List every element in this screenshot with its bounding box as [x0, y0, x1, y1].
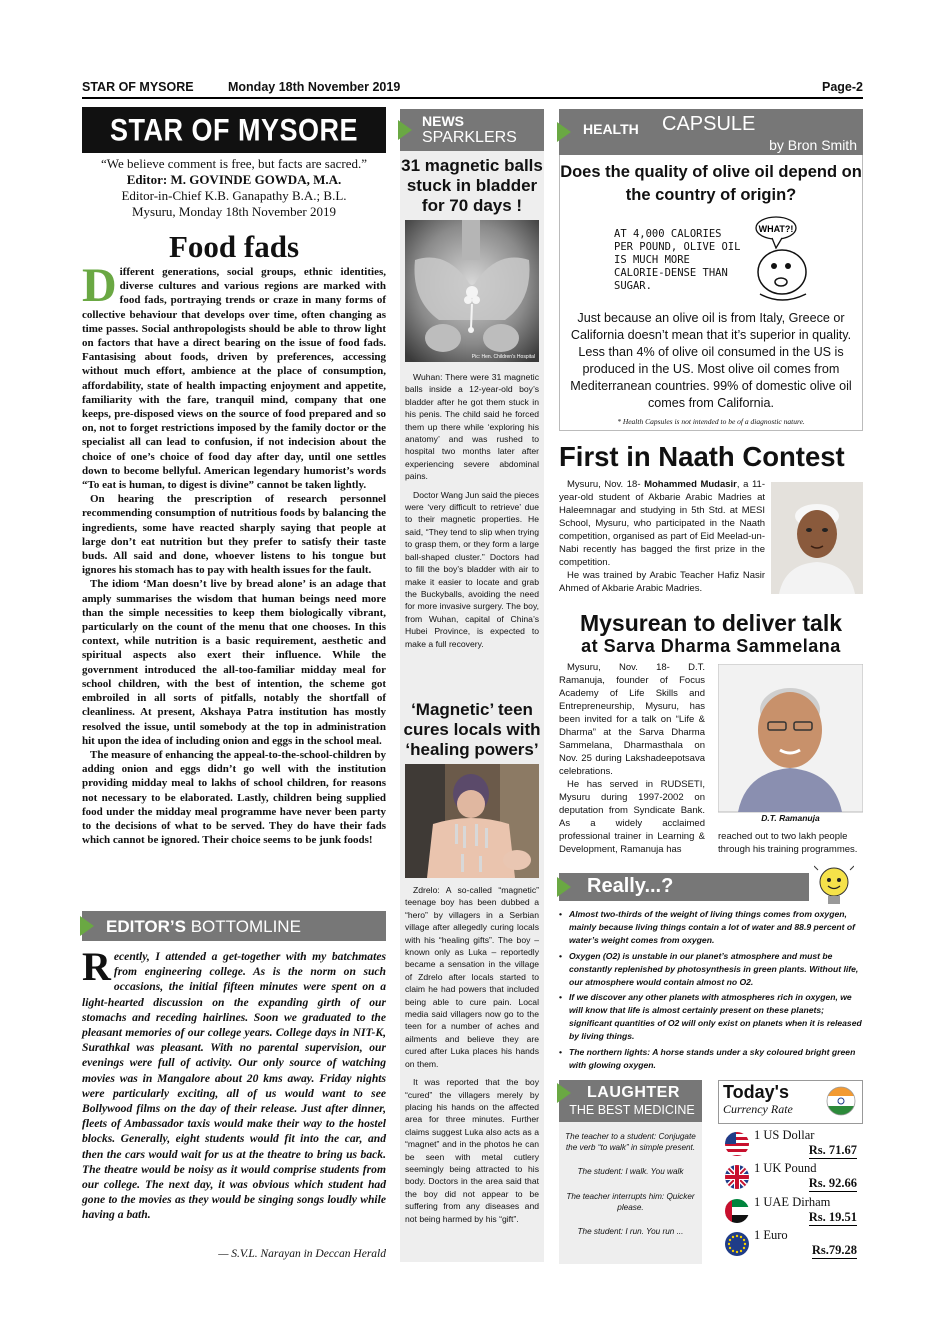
naath-headline: First in Naath Contest — [559, 441, 845, 472]
laughter-sublabel: THE BEST MEDICINE — [569, 1103, 695, 1117]
list-item: • The northern lights: A horse stands under a sky coloured bright green with glowing oxygen. — [559, 1046, 863, 1072]
story1-paragraph-1: Wuhan: There were 31 magnetic balls inside a 12-year-old boy’s bladder after he got them stuck in his penis. The child said he forced them up there while ‘exploring his anatomy’ and was rushed to hospital two months later after experiencing severe abdominal pains. — [405, 372, 539, 482]
talk-paragraph-1: Mysuru, Nov. 18- D.T. Ramanuja, founder of Focus Academy of Life Skills and Entrepreneurship, Mysuru, has been invited for a talk on “Life & Dharma” at the Sarva Dharma Sammelana, Dharmasthala on Nov. 25 during Lakshadeepotsava celebrations. — [559, 662, 705, 777]
really-label: Really...? — [587, 875, 674, 897]
banner-arrow-icon — [557, 1083, 571, 1103]
talk-photo-caption: D.T. Ramanuja — [761, 813, 820, 823]
india-flag-icon — [826, 1086, 856, 1116]
capsule-byline: by Bron Smith — [769, 137, 857, 153]
lightbulb-icon — [814, 864, 854, 910]
editorial-paragraph-4: The measure of enhancing the appeal-to-the-school-children by adding onion and eggs didn’t go well with the institution providing midday meal to lakhs of school children, for reasons not necessary to be elaborated. Lastly, children being supplied food under the midday meal programme have never been party to the decisions of what to be served. They do have their fads which cannot be ignored. Their choice seems to be junk foods! — [82, 748, 386, 847]
masthead-motto: “We believe comment is free, but facts are sacred.” — [100, 156, 368, 171]
eu-flag-icon — [724, 1231, 750, 1257]
cartoon-bubble: WHAT?! — [758, 224, 794, 234]
capsule-label: CAPSULE — [662, 113, 756, 135]
rate-value: Rs. 92.66 — [808, 1176, 857, 1190]
news-label-top: NEWS — [422, 113, 464, 129]
rate-row-usd — [718, 1128, 863, 1160]
rate-currency: 1 US Dollar — [754, 1128, 815, 1142]
capsule-question: Does the quality of olive oil depend on the country of origin? — [560, 163, 862, 204]
story2-body — [405, 884, 539, 1225]
cartoon-text: AT 4,000 CALORIES PER POUND, OLIVE OIL IS MUCH MORE CALORIE-DENSE THAN SUGAR. — [614, 228, 741, 292]
editorial-paragraph-2: On hearing the prescription of research personnel recommending consumption of nutritious foods by balancing the ingredients, some have reacted sharply saying that people at large don’t eat nutrition but they prefer to satisfy their taste buds. All said and done, whoever listens to his tongue but ignores his stomach has to pay with health issues for the fault. — [82, 493, 386, 577]
bottomline-label: EDITOR’S BOTTOMLINE — [106, 917, 301, 936]
banner-arrow-icon — [557, 877, 571, 897]
us-flag-icon — [724, 1131, 750, 1157]
rate-value: Rs. 19.51 — [808, 1210, 857, 1224]
header-paper-name: STAR OF MYSORE — [82, 80, 194, 94]
talk-paragraph-3: reached out to two lakh people through his training programmes. — [718, 831, 858, 855]
rate-currency: 1 Euro — [754, 1228, 788, 1242]
bottomline-text: ecently, I attended a get-together with my batchmates from engineering college. As is the norm on such occasions, the initial fifteen minutes were spent on a light-hearted discussion on the expanding girth of our stomachs and receding hairlines. Soon we graduated to the pleasant memories of our college years. College days in NIT-K, Surathkal was pleasant. With no parental supervision, our evenings were full of activity. Our only source of watching movies was in Mangalore about 20 kms away. Friday nights were particularly exciting, all of us would want to see Bollywood films on the day of their release. Just after dinner, fleets of Ambassador taxis would make their way to the hostel blocks. Generally, eight students would fit into the car, and then the cars would wait for us at the theatre to bring us back. The theatre would be noisy as it would comprise students from our college. The next day, it was obvious which student had gone to the movies as they would be singing songs loudly while having a bath. — [82, 950, 386, 1222]
list-item: • Almost two-thirds of the weight of living things comes from oxygen, mainly because living things contain a lot of water and 88.9 percent of water’s weight comes from oxygen. — [559, 908, 863, 947]
talk-paragraph-2: He has served in RUDSETI, Mysuru during 1997-2002 on deputation from Syndicate Bank. As a widely acclaimed professional trainer in Learning & Development, Ramanuja has — [559, 779, 705, 855]
page-header — [82, 80, 863, 98]
header-page-number: Page-2 — [822, 80, 863, 94]
naath-paragraph-2: He was trained by Arabic Teacher Hafiz Nasir Ahmed of Akbarie Arabic Madries. — [559, 570, 765, 594]
laughter-body — [563, 1131, 698, 1250]
bottomline-banner — [82, 911, 386, 941]
ramanuja-photo — [718, 664, 863, 825]
bottomline-body — [82, 944, 386, 1223]
currency-rate-title: Today's — [723, 1082, 789, 1102]
currency-rate-subtitle: Currency Rate — [723, 1102, 793, 1116]
story1-body — [405, 371, 539, 650]
news-label-bottom: SPARKLERS — [422, 129, 517, 146]
laughter-banner — [559, 1080, 702, 1122]
health-capsule-banner — [559, 109, 863, 155]
bottomline-credit: — S.V.L. Narayan in Deccan Herald — [218, 1248, 386, 1260]
story2-headline: ‘Magnetic’ teen cures locals with ‘healing powers’ — [403, 700, 541, 759]
capsule-label-bold: HEALTH — [583, 121, 639, 137]
naath-body — [559, 478, 765, 595]
rate-row-aed — [718, 1195, 863, 1227]
header-date: Monday 18th November 2019 — [228, 80, 401, 94]
story1-headline: 31 magnetic balls stuck in bladder for 70 days ! — [401, 156, 543, 215]
rate-row-eur — [718, 1228, 863, 1260]
rate-currency: 1 UAE Dirham — [754, 1195, 831, 1209]
xray-caption: Pic: Hen. Children's Hospital — [471, 354, 535, 360]
naath-paragraph-1: Mysuru, Nov. 18- Mohammed Mudasir, a 11-year-old student of Akbarie Arabic Madries at Haleemnagar and studying in 5th Std. at MESI School, Mysuru, who participated in the Naath competition, organised as part of Eid Meelad-un-Nabi recently has bagged the first prize in the competition. — [559, 479, 765, 568]
magnetic-teen-photo — [405, 764, 539, 878]
masthead-title: STAR OF MYSORE — [109, 112, 358, 148]
really-banner — [559, 873, 809, 901]
uae-flag-icon — [724, 1198, 750, 1224]
editorial-title: Food fads — [168, 229, 300, 264]
banner-arrow-icon — [557, 122, 571, 142]
really-list — [559, 908, 863, 1075]
list-item: • Oxygen (O2) is unstable in our planet’s atmosphere and must be constantly replenished by photosynthesis in green plants. Without life, our atmosphere would contain almost no O2. — [559, 950, 863, 989]
masthead-editor: Editor: M. GOVINDE GOWDA, M.A. — [126, 172, 342, 187]
masthead-dateline: Mysuru, Monday 18th November 2019 — [131, 204, 336, 219]
laughter-line: The teacher to a student: Conjugate the verb “to walk” in simple present. — [565, 1132, 696, 1153]
banner-arrow-icon — [80, 916, 94, 936]
talk-headline: Mysurean to deliver talk at Sarva Dharma Sammelana — [579, 610, 843, 656]
laughter-line: The student: I walk. You walk — [577, 1167, 684, 1177]
masthead — [82, 107, 386, 153]
xray-image — [405, 220, 539, 362]
story2-paragraph-1: Zdrelo: A so-called “magnetic” teenage boy has been dubbed a “hero” by villagers in a Serbian village after allegedly curing locals with his “healing gifts”. The boy – known only as Luka – reportedly became a sensation in the village of Zdrelo after locals started to claim he had powers that included being able to cure pain. Local media said villagers now go to the teen for a number of aches and ailments and believe they are cured after Luka places his hands on them. — [405, 885, 539, 1069]
editorial-dropcap: D — [82, 259, 117, 312]
rate-value: Rs. 71.67 — [808, 1143, 857, 1157]
editorial-paragraph-3: The idiom ‘Man doesn’t live by bread alone’ is an adage that amply summarises the wisdom that human beings need more than the simple necessities to keep them biologically vibrant, particularly on the count of the menu that one chooses. In this context, while nutrition is a basic requirement, aesthetic and spiritual aspects also exert their influence. While the government introduced the all-too-familiar midday meal for school children, with the best of intention, the scheme got embroiled in all sorts of pitfalls, notably the shortfall of cleanliness. At present, Akshaya Patra institution has mostly resolved the issue, until somebody at the top in administration hit upon the idea of including onion and eggs in the school meal. — [82, 578, 386, 747]
list-item: • If we discover any other planets with atmospheres rich in oxygen, we will know that life is almost certainly present on these planets; significant quantities of O2 will only exist on planets when it is released by living things. — [559, 991, 863, 1043]
editorial-body — [82, 259, 386, 847]
story2-paragraph-2: It was reported that the boy “cured” the villagers merely by placing his hands on the affected area for three minutes. Further claims suggest Luka also acts as a “magnet” and in the photos he can be seen with metal cutlery seemingly being attracted to his body. Doctors in the area said that the boy did not appear to be suffering from any diseases and not being harmed by his “gift”. — [405, 1077, 539, 1224]
banner-arrow-icon — [398, 120, 412, 140]
talk-body — [559, 661, 705, 856]
editorial-paragraph-1: Different generations, social groups, ethnic identities, diverse cultures and various regions are marked with food fads, portraying trends or craze in many forms of collective behaviour that develops over time, often changing as time passes. Social anthropologists should be able to throw light on factors that have a direct bearing on the issue of food fads. Fantasising about foods, driven by preferences, accessing without much effort, ambience at the place of consumption, affordability, state of health impacting enjoyment and appetite, familiarity with the fare, tranquil mind, company that one keeps, pre-disposed views on the source of food prepared and so on, not to forget restrictions imposed by the family doctor or the specialist all can lead to confusion, if not indecision about the choice of one’s choice of food day after day, until one settles down to become bellyful. American legendary humorist’s words “To eat is human, to digest is divine” cannot be taken lightly. — [82, 259, 386, 492]
rate-value: Rs.79.28 — [811, 1243, 857, 1257]
student-photo — [771, 482, 863, 594]
laughter-line: The teacher interrupts him: Quicker please. — [566, 1191, 695, 1212]
news-sparklers-banner — [400, 109, 544, 151]
capsule-disclaimer: * Health Capsules is not intended to be of a diagnostic nature. — [617, 417, 805, 426]
laughter-label: LAUGHTER — [587, 1084, 680, 1101]
rate-currency: 1 UK Pound — [754, 1161, 817, 1175]
bottomline-dropcap: R — [82, 944, 111, 989]
uk-flag-icon — [724, 1164, 750, 1190]
header-rule — [82, 97, 863, 99]
story1-paragraph-2: Doctor Wang Jun said the pieces were ‘very difficult to retrieve’ due to their magnetic properties. He said, “They tend to slip when trying to grasp them, or they form a large ball-shaped cluster.” Doctors had to fill the boy’s bladder with air to make it easier to locate and grab the Buckyballs, avoiding the need for more invasive surgery. The boy, from Wuhan, capital of China’s Hubei Province, is expected to make a full recovery. — [405, 489, 539, 649]
laughter-line: The student: I run. You run ... — [577, 1227, 684, 1237]
masthead-editor-in-chief: Editor-in-Chief K.B. Ganapathy B.A.; B.L. — [121, 188, 347, 203]
rate-row-gbp — [718, 1161, 863, 1193]
capsule-body: Just because an olive oil is from Italy, Greece or California doesn’t mean that it’s superior in quality. Less than 4% of olive oil consumed in the US is produced in the US. Most olive oil comes from Mediterranean countries. 99% of domestic olive oil comes from California. — [570, 311, 852, 410]
